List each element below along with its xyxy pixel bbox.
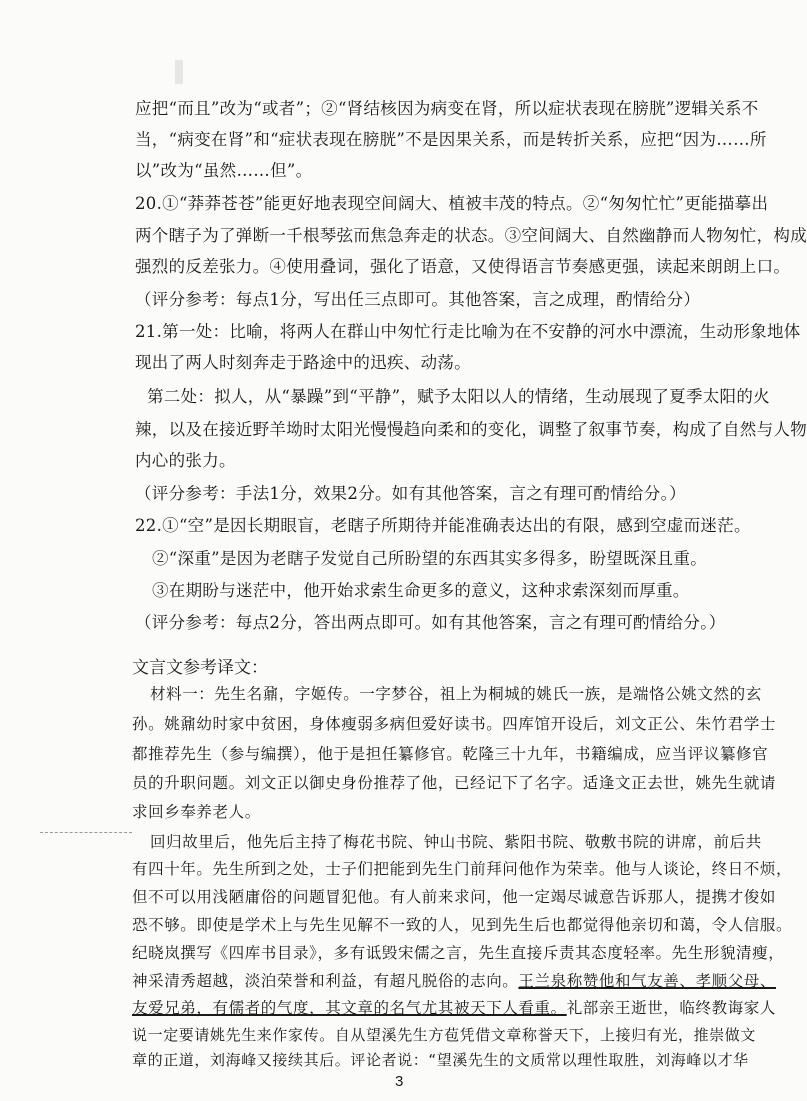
- q21-line: 第二处：拟人，从“暴躁”到“平静”，赋予太阳以人的情绪，生动展现了夏季太阳的火: [147, 387, 770, 406]
- underlined-text: 友爱兄弟，有儒者的气度，其文章的名气尤其被天下人看重。: [132, 999, 567, 1017]
- translation-line: 求回乡奉养老人。: [132, 803, 261, 821]
- translation-line: 说一定要请姚先生来作家传。自从望溪先生方苞凭借文章称誉天下，上接归有光，推崇做文: [132, 1026, 757, 1044]
- translation-heading: 文言文参考译文：: [132, 658, 268, 678]
- q21-line: 21.第一处：比喻，将两人在群山中匆忙行走比喻为在不安静的河水中漂流，生动形象地体: [135, 322, 801, 341]
- translation-line: [132, 970, 777, 992]
- answer-line: 当，“病变在肾”和“症状表现在膀胱”不是因果关系，而是转折关系，应把“因为……所: [135, 130, 767, 149]
- translation-line: [132, 997, 777, 1019]
- q21-scoring-note: （评分参考：手法1分，效果2分。如有其他答案，言之有理可酌情给分。）: [135, 484, 686, 503]
- translation-line: 有四十年。先生所到之处，士子们把能到先生门前拜问他作为荣幸。他与人谈论，终日不烦，: [132, 860, 793, 878]
- translation-line: 材料一：先生名鼐，字姬传。一字梦谷，祖上为桐城的姚氏一族，是端恪公姚文然的玄: [150, 685, 762, 703]
- q22-line: 22.①“空”是因长期眼盲，老瞎子所期待并能准确表达出的有限，感到空虚而迷茫。: [135, 516, 751, 535]
- dashed-scan-line: [40, 832, 132, 833]
- underlined-text: 王兰泉称赞他和气友善、孝顺父母、: [518, 972, 777, 990]
- q20-line: 强烈的反差张力。④使用叠词，强化了语意，又使得语言节奏感更强，读起来朗朗上口。: [135, 257, 791, 276]
- translation-line: 但不可以用浅陋庸俗的问题冒犯他。有人前来求问，他一定竭尽诚意告诉那人，提携才俊如: [132, 888, 777, 906]
- q21-line: 现出了两人时刻奔走于路途中的迅疾、动荡。: [135, 353, 471, 372]
- q21-line: 内心的张力。: [135, 451, 236, 470]
- q20-scoring-note: （评分参考：每点1分，写出任三点即可。其他答案，言之成理，酌情给分）: [135, 290, 701, 309]
- translation-line: 章的正道，刘海峰又接续其后。评论者说：“望溪先生的文质常以理性取胜，刘海峰以才华: [132, 1051, 749, 1069]
- scan-mark: [175, 60, 183, 84]
- translation-line: 都推荐先生（参与编撰），他于是担任纂修官。乾隆三十九年，书籍编成，应当评议纂修官: [132, 745, 769, 763]
- q20-line: 两个瞎子为了弹断一千根琴弦而焦急奔走的状态。③空间阔大、自然幽静而人物匆忙，构成: [135, 226, 807, 245]
- translation-line: 恐不够。即使是学术上与先生见解不一致的人，见到先生后也都觉得他亲切和蔼，令人信服。: [132, 916, 793, 934]
- translation-line: 孙。姚鼐幼时家中贫困，身体瘦弱多病但爱好读书。四库馆开设后，刘文正公、朱竹君学士: [132, 715, 777, 733]
- q21-line: 辣，以及在接近野羊坳时太阳光慢慢趋向柔和的变化，调整了叙事节奏，构成了自然与人物: [135, 420, 807, 439]
- translation-line: 纪晓岚撰写《四库书目录》，多有诋毁宋儒之言，先生直接斥责其态度轻率。先生形貌清瘦，: [132, 944, 785, 962]
- q22-line: ②“深重”是因为老瞎子发觉自己所盼望的东西其实多得多，盼望既深且重。: [152, 549, 708, 568]
- q22-line: ③在期盼与迷茫中，他开始求索生命更多的意义，这种求索深刻而厚重。: [152, 581, 690, 600]
- answer-line: 以”改为“虽然……但”。: [135, 161, 313, 180]
- translation-line: 员的升职问题。刘文正以御史身份推荐了他，已经记下了名字。适逢文正去世，姚先生就请: [132, 774, 777, 792]
- translation-line: 回归故里后，他先后主持了梅花书院、钟山书院、紫阳书院、敬敷书院的讲席，前后共: [150, 833, 762, 851]
- translation-text: 礼部亲王逝世，临终教诲家人: [566, 999, 777, 1017]
- q20-line: 20.①“莽莽苍苍”能更好地表现空间阔大、植被丰茂的特点。②“匆匆忙忙”更能描摹出: [135, 194, 769, 213]
- answer-line: 应把“而且”改为“或者”；②“肾结核因为病变在肾，所以症状表现在膀胱”逻辑关系不: [135, 99, 759, 118]
- translation-text: 神采清秀超越，淡泊荣誉和利益，有超凡脱俗的志向。: [132, 972, 519, 990]
- page-number: 3: [395, 1073, 404, 1090]
- q22-scoring-note: （评分参考：每点2分，答出两点即可。如有其他答案，言之有理可酌情给分。）: [135, 613, 726, 632]
